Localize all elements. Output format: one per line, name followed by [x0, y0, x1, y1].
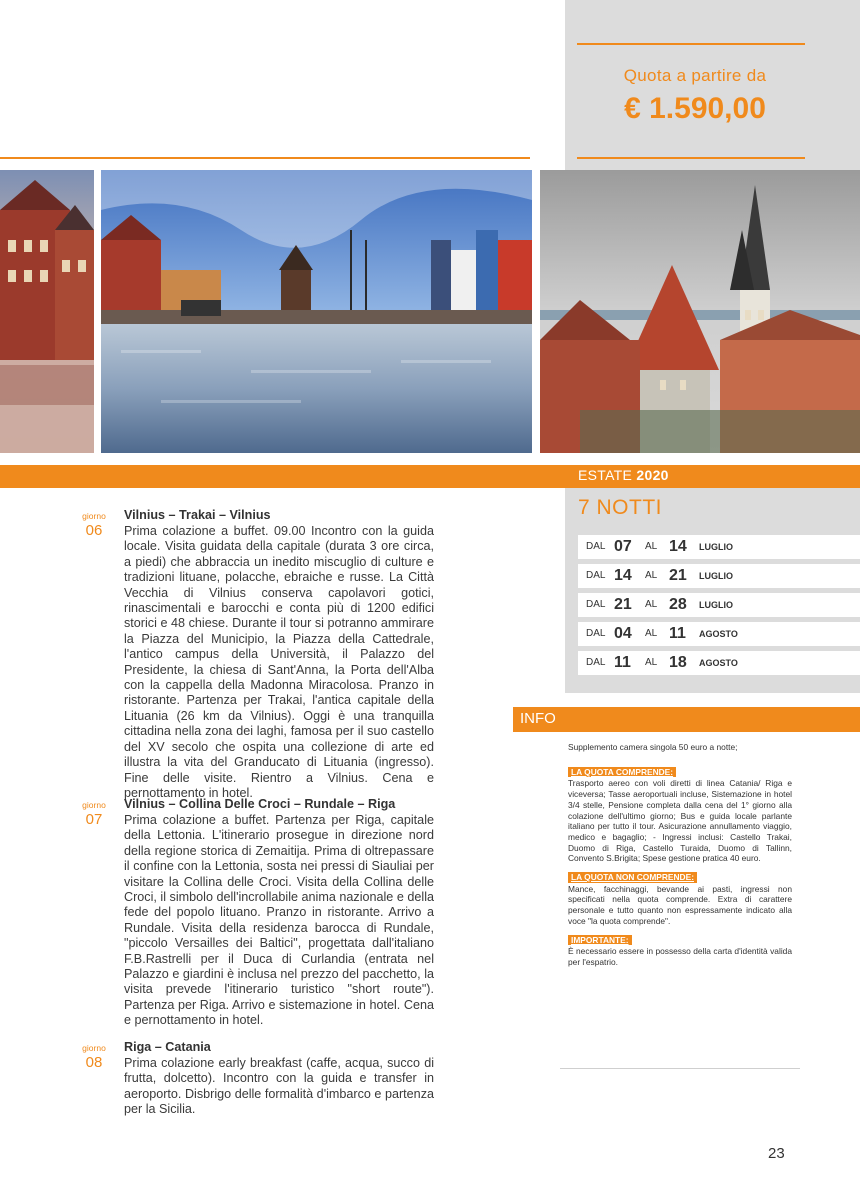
- info-panel: [568, 742, 792, 974]
- important-heading: IMPORTANTE:: [568, 935, 632, 946]
- from-word: DAL: [586, 628, 606, 639]
- to-word: AL: [645, 657, 658, 668]
- day-title: Vilnius – Collina Delle Croci – Rundale – Riga: [124, 797, 396, 811]
- season-year: 2020: [636, 467, 669, 483]
- info-header-bar: [513, 707, 860, 732]
- end-day: 11: [669, 625, 686, 642]
- day-title: Vilnius – Trakai – Vilnius: [124, 508, 271, 522]
- nights-count: 7 NOTTI: [578, 496, 663, 519]
- price-rule-top: [577, 43, 805, 45]
- departure-row: [578, 622, 860, 646]
- start-day: 14: [614, 567, 632, 584]
- price-rule-bottom: [577, 157, 805, 159]
- excludes-block: [568, 870, 792, 927]
- end-day: 14: [669, 538, 687, 555]
- departure-row: [578, 593, 860, 617]
- end-day: 21: [669, 567, 687, 584]
- important-text: È necessario essere in possesso della carta d'identità valida per l'espatrio.: [568, 946, 792, 967]
- day-description: Prima colazione a buffet. 09.00 Incontro con la guida locale. Visita guidata della capitale (durata 3 ore circa, a piedi) che abbraccia un inedito miscuglio di culture e tradizioni lituane, polacche, ebraiche e russe. La Città Vecchia di Vilnius conserva capolavori gotici, rinascimentali e barocchi e conta più di 1200 edifici storici e 48 chiese. Durante il tour si potranno ammirare la Piazza del Municipio, la Piazza della Cattedrale, l'antico campus della Università, il Palazzo del Presidente, la chiesa di Sant'Anna, la Porta dell'Alba con la cappella della Madonna Miracolosa. Pranzo in ristorante. Partenza per Trakai, l'antica capitale della Lituania (26 km da Vilnius). Oggi è una tranquilla cittadina nella zona dei laghi, famosa per il suo castello del XV secolo che ospita una collezione di arte ed illustra la vita del Granducato di Lituania (ingresso). Fine delle visite. Rientro a Vilnius. Cena e pernottamento in hotel.: [124, 524, 434, 800]
- price-label: Quota a partire da: [623, 66, 767, 85]
- day-number: 06: [85, 522, 103, 539]
- page-number: 23: [768, 1145, 785, 1162]
- photo-gdansk-crane-left: [0, 170, 94, 453]
- start-day: 04: [614, 625, 632, 642]
- day-number: 08: [85, 1054, 103, 1071]
- month: AGOSTO: [699, 658, 738, 668]
- important-block: [568, 933, 792, 968]
- day-number: 07: [85, 811, 103, 828]
- to-word: AL: [645, 628, 658, 639]
- to-word: AL: [645, 541, 658, 552]
- from-word: DAL: [586, 541, 606, 552]
- end-day: 18: [669, 654, 687, 671]
- season-word: ESTATE: [578, 467, 633, 483]
- info-title: INFO: [520, 710, 556, 727]
- includes-text: Trasporto aereo con voli diretti di linea Catania/ Riga e viceversa; Tasse aeroportuali incluse, Sistemazione in hotel 3/4 stelle, Pensione completa dalla cena del 1° giorno alla colazione dell'ultimo giorno; Bus e guida locale parlante italiano per tutto il tour. Asicurazione annullamento viaggio, medico e bagaglio; - Ingressi inclusi: Castello Trakai, Duomo di Riga, Castello Turaida, Duomo di Tallinn, Convento S.Brigita; Spese gestione pratica 40 euro.: [568, 778, 792, 864]
- photo-gdansk-harbour: [101, 170, 532, 453]
- excludes-heading: LA QUOTA NON COMPRENDE:: [568, 872, 697, 883]
- season-band: [0, 465, 860, 488]
- start-day: 07: [614, 538, 632, 555]
- start-day: 21: [614, 596, 632, 613]
- month: LUGLIO: [699, 571, 733, 581]
- month: LUGLIO: [699, 542, 733, 552]
- to-word: AL: [645, 570, 658, 581]
- photo-tallinn-towers: [540, 170, 860, 453]
- day-label: giorno: [82, 1043, 106, 1053]
- from-word: DAL: [586, 570, 606, 581]
- departure-row: [578, 535, 860, 559]
- includes-block: [568, 765, 792, 864]
- start-day: 11: [614, 654, 631, 671]
- to-word: AL: [645, 599, 658, 610]
- supplement-note: Supplemento camera singola 50 euro a notte;: [568, 742, 738, 752]
- month: AGOSTO: [699, 629, 738, 639]
- from-word: DAL: [586, 657, 606, 668]
- includes-heading: LA QUOTA COMPRENDE:: [568, 767, 676, 778]
- from-word: DAL: [586, 599, 606, 610]
- departure-row: [578, 564, 860, 588]
- day-description: Prima colazione early breakfast (caffe, acqua, succo di frutta, dolcetto). Incontro con la guida e transfer in aeroporto. Disbrigo delle formalità d'imbarco e partenza per la Sicilia.: [124, 1056, 434, 1117]
- season-label: [578, 467, 669, 483]
- departure-row: [578, 651, 860, 675]
- month: LUGLIO: [699, 600, 733, 610]
- price-box: [565, 0, 860, 170]
- day-description: Prima colazione a buffet. Partenza per Riga, capitale della Lettonia. L'itinerario prosegue in direzione nord della regione storica di Zemaitija. Prima di oltrepassare il confine con la Lettonia, sosta nei pressi di Siauliai per visitare la Collina delle Croci. Visita della Collina delle Croci, il simbolo dell'incrollabile anima nazionale e della fede del popolo lituano. Pranzo in ristorante. Arrivo a Rundale. Visita della residenza barocca di Rundale, "piccolo Versailles dei Baltici", progettata dall'italiano F.B.Rastrelli per il Duca di Curlandia (entrata nel Palazzo e giardini è inclusa nel prezzo del pacchetto, la visita prevede l'itinerario turistico "short route"). Partenza per Riga. Arrivo e sistemazione in hotel. Cena e pernottamento in hotel.: [124, 813, 434, 1028]
- day-title: Riga – Catania: [124, 1040, 211, 1054]
- excludes-text: Mance, facchinaggi, bevande ai pasti, ingressi non specificati nella quota comprende. Extra di carattere personale e tutto quanto non espressamente indicato alla voce "la quota comprende".: [568, 883, 792, 926]
- header-rule: [0, 157, 530, 159]
- price-value: € 1.590,00: [624, 92, 766, 125]
- info-bottom-rule: [560, 1068, 800, 1069]
- end-day: 28: [669, 596, 687, 613]
- day-label: giorno: [82, 511, 106, 521]
- day-label: giorno: [82, 800, 106, 810]
